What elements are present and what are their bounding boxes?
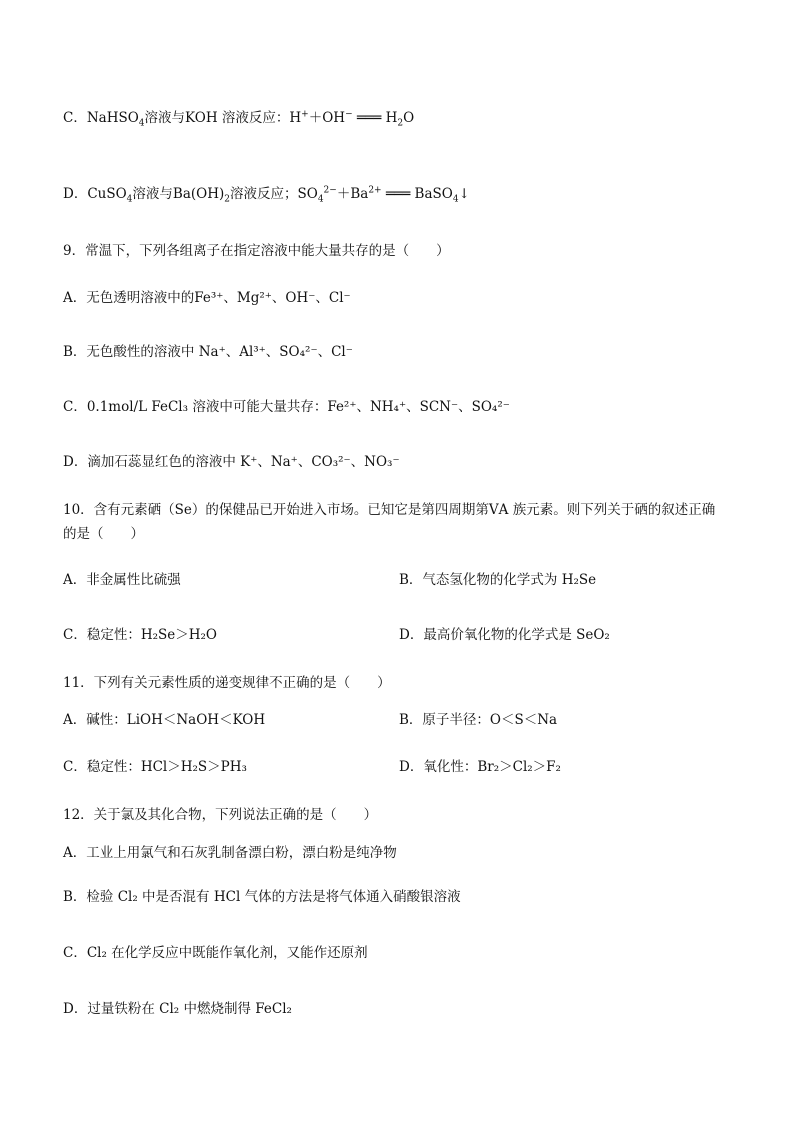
q10-option-b: B．气态氢化物的化学式为 H₂Se bbox=[399, 572, 597, 588]
q11-option-a: A．碱性：LiOH＜NaOH＜KOH bbox=[63, 712, 266, 728]
q11-option-d: D．氧化性：Br₂＞Cl₂＞F₂ bbox=[399, 759, 561, 775]
q11-option-b: B．原子半径：O＜S＜Na bbox=[399, 712, 558, 728]
q9-option-c: C．0.1mol/L FeCl₃ 溶液中可能大量共存：Fe²⁺、NH₄⁺、SCN⁻、SO₄²⁻ bbox=[63, 399, 510, 415]
q10-option-c: C．稳定性：H₂Se＞H₂O bbox=[63, 627, 218, 643]
q10-option-a: A．非金属性比硫强 bbox=[63, 572, 181, 588]
q12-option-b: B．检验 Cl₂ 中是否混有 HCl 气体的方法是将气体通入硝酸银溶液 bbox=[63, 889, 461, 905]
q9-stem: 9．常温下，下列各组离子在指定溶液中能大量共存的是（ ） bbox=[63, 243, 450, 259]
q12-option-d: D．过量铁粉在 Cl₂ 中燃烧制得 FeCl₂ bbox=[63, 1001, 292, 1017]
q10-option-d: D．最高价氧化物的化学式是 SeO₂ bbox=[399, 627, 610, 643]
q9-option-a: A．无色透明溶液中的Fe³⁺、Mg²⁺、OH⁻、Cl⁻ bbox=[63, 290, 351, 306]
q8-option-d: D．CuSO$_4$溶液与$Ba(OH)_2$溶液反应；$SO_4^{2-}+Ba^{2+}$ ═══ BaSO$_4$↓ bbox=[63, 185, 470, 205]
q9-option-b: B．无色酸性的溶液中 Na⁺、Al³⁺、SO₄²⁻、Cl⁻ bbox=[63, 344, 353, 360]
q11-option-c: C．稳定性：HCl＞H₂S＞PH₃ bbox=[63, 759, 247, 775]
q10-stem-line2: 的是（ ） bbox=[63, 526, 144, 542]
q12-stem: 12．关于氯及其化合物，下列说法正确的是（ ） bbox=[63, 807, 378, 823]
q12-option-c: C．Cl₂ 在化学反应中既能作氧化剂，又能作还原剂 bbox=[63, 945, 368, 961]
precipitate-arrow-icon: ↓ bbox=[458, 186, 470, 202]
q8-option-c: C．NaHSO$_4$溶液与KOH 溶液反应：H+＋OH− ═══ $H_2O$ bbox=[63, 109, 415, 129]
q9-option-d: D．滴加石蕊显红色的溶液中 K⁺、Na⁺、CO₃²⁻、NO₃⁻ bbox=[63, 454, 400, 470]
q12-option-a: A．工业上用氯气和石灰乳制备漂白粉，漂白粉是纯净物 bbox=[63, 845, 397, 861]
q11-stem: 11．下列有关元素性质的递变规律不正确的是（ ） bbox=[63, 675, 391, 691]
q10-stem-line1: 10．含有元素硒（Se）的保健品已开始进入市场。已知它是第四周期第ⅤA 族元素。则下列关于硒的叙述正确 bbox=[63, 502, 716, 518]
